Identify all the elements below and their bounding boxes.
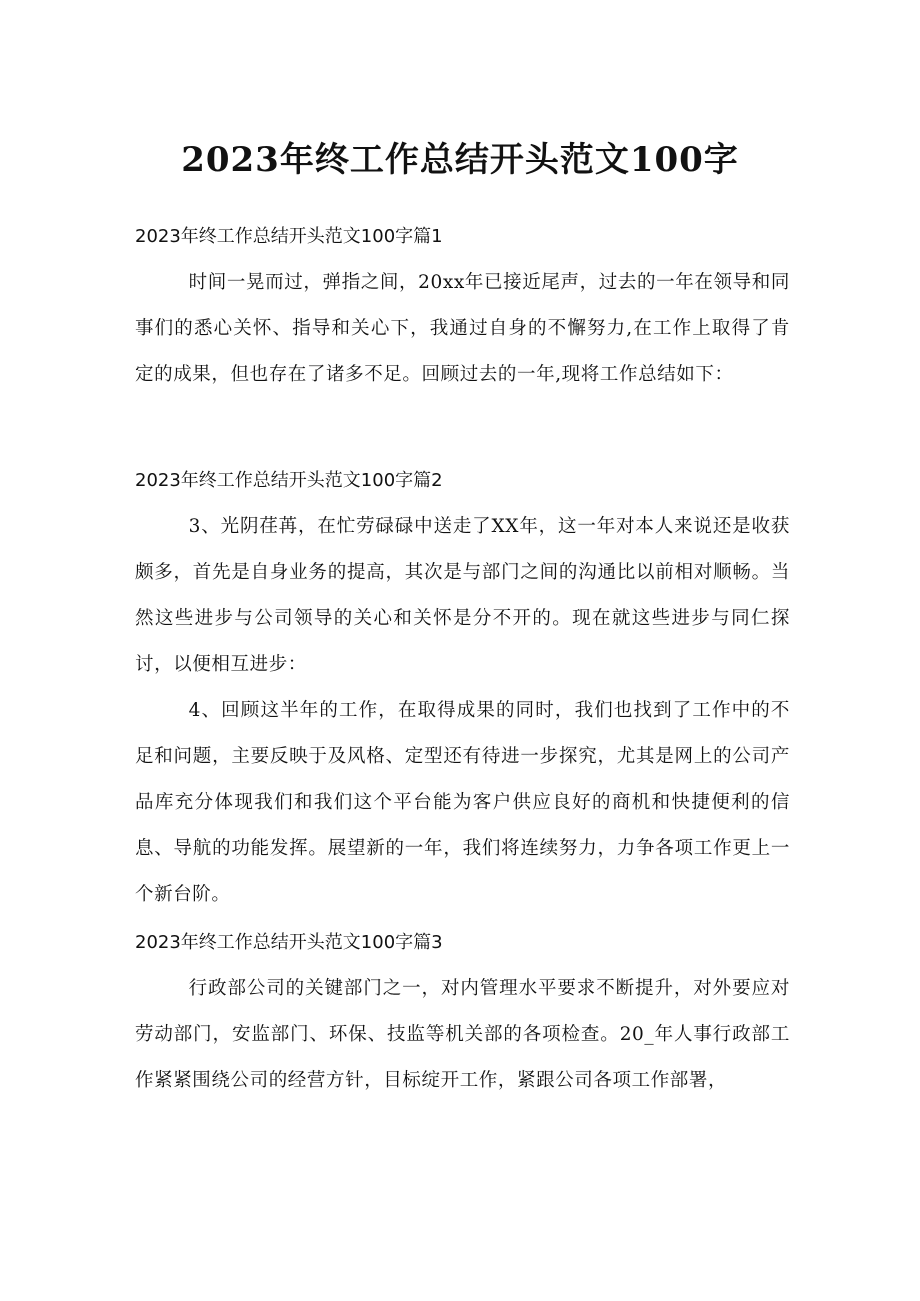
section-heading-2: 2023年终工作总结开头范文100字篇2 — [135, 470, 443, 491]
document-title: 2023年终工作总结开头范文100字 — [181, 140, 739, 180]
section-heading-3: 2023年终工作总结开头范文100字篇3 — [135, 932, 443, 953]
section-spacer — [135, 398, 790, 458]
section-3-paragraph-1: 行政部公司的关键部门之一，对内管理水平要求不断提升，对外要应对劳动部门，安监部门、环保、技监等机关部的各项检查。20_年人事行政部工作紧紧围绕公司的经营方针，目标绽开工作，紧跟公司各项工作部署， — [135, 978, 790, 1091]
section-2-paragraph-1: 3、光阴荏苒，在忙劳碌碌中送走了XX年，这一年对本人来说还是收获颇多，首先是自身业务的提高，其次是与部门之间的沟通比以前相对顺畅。当然这些进步与公司领导的关心和关怀是分不开的。现在就这些进步与同仁探讨，以便相互进步： — [135, 516, 790, 675]
section-2-paragraph-2: 4、回顾这半年的工作，在取得成果的同时，我们也找到了工作中的不足和问题，主要反映于及风格、定型还有待进一步探究，尤其是网上的公司产品库充分体现我们和我们这个平台能为客户供应良好的商机和快捷便利的信息、导航的功能发挥。展望新的一年，我们将连续努力，力争各项工作更上一个新台阶。 — [135, 700, 790, 905]
document-body — [135, 214, 790, 1104]
section-heading-1: 2023年终工作总结开头范文100字篇1 — [135, 226, 443, 247]
section-1-paragraph-1: 时间一晃而过，弹指之间，20xx年已接近尾声，过去的一年在领导和同事们的悉心关怀、指导和关心下，我通过自身的不懈努力,在工作上取得了肯定的成果，但也存在了诸多不足。回顾过去的一年,现将工作总结如下： — [135, 272, 790, 385]
